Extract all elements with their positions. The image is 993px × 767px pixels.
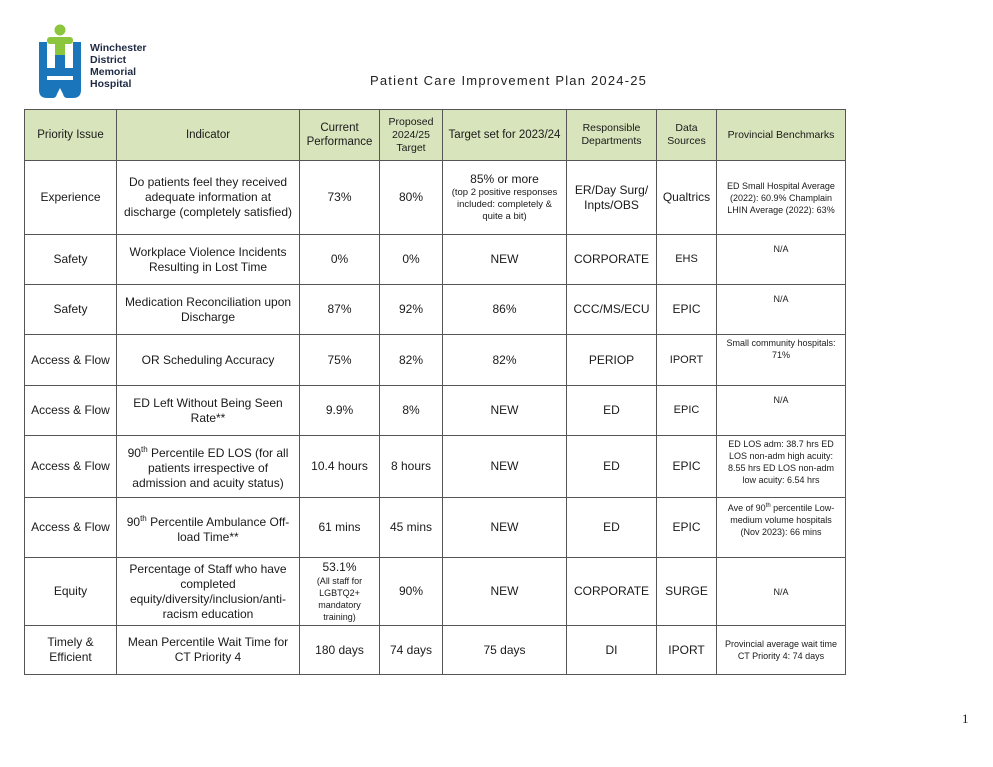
indicator-cell: Percentage of Staff who have completed equity/diversity/inclusion/anti-racism education bbox=[117, 558, 300, 626]
current-cell: 87% bbox=[300, 285, 380, 335]
indicator-cell: Do patients feel they received adequate information at discharge (completely satisfied) bbox=[117, 161, 300, 235]
header-sources: Data Sources bbox=[657, 110, 717, 161]
source-cell: EPIC bbox=[657, 285, 717, 335]
indicator-cell: Workplace Violence Incidents Resulting in Lost Time bbox=[117, 235, 300, 285]
source-cell: IPORT bbox=[657, 335, 717, 386]
indicator-cell: ED Left Without Being Seen Rate** bbox=[117, 386, 300, 436]
source-cell: EPIC bbox=[657, 386, 717, 436]
priority-cell: Access & Flow bbox=[25, 386, 117, 436]
indicator-cell: 90th Percentile Ambulance Off-load Time** bbox=[117, 498, 300, 558]
improvement-plan-table bbox=[24, 109, 846, 675]
table-row bbox=[25, 335, 846, 386]
responsible-cell: ER/Day Surg/ Inpts/OBS bbox=[567, 161, 657, 235]
indicator-cell: OR Scheduling Accuracy bbox=[117, 335, 300, 386]
current-main: 53.1% bbox=[322, 560, 357, 574]
table-row bbox=[25, 235, 846, 285]
source-cell: EPIC bbox=[657, 498, 717, 558]
source-cell: SURGE bbox=[657, 558, 717, 626]
header-target: Target set for 2023/24 bbox=[443, 110, 567, 161]
current-cell: 73% bbox=[300, 161, 380, 235]
benchmark-cell: N/A bbox=[717, 558, 846, 626]
target-main: 85% or more bbox=[470, 172, 539, 186]
target-cell: NEW bbox=[443, 235, 567, 285]
proposed-cell: 0% bbox=[380, 235, 443, 285]
priority-cell: Access & Flow bbox=[25, 436, 117, 498]
target-note: (top 2 positive responses included: completely & quite a bit) bbox=[451, 187, 558, 222]
proposed-cell: 82% bbox=[380, 335, 443, 386]
header-priority: Priority Issue bbox=[25, 110, 117, 161]
header-responsible: Responsible Departments bbox=[567, 110, 657, 161]
source-cell: IPORT bbox=[657, 626, 717, 675]
current-cell: 9.9% bbox=[300, 386, 380, 436]
responsible-cell: ED bbox=[567, 386, 657, 436]
source-cell: EHS bbox=[657, 235, 717, 285]
responsible-cell: CORPORATE bbox=[567, 558, 657, 626]
proposed-cell: 45 mins bbox=[380, 498, 443, 558]
responsible-cell: DI bbox=[567, 626, 657, 675]
priority-cell: Timely & Efficient bbox=[25, 626, 117, 675]
table-row bbox=[25, 285, 846, 335]
priority-cell: Experience bbox=[25, 161, 117, 235]
priority-cell: Access & Flow bbox=[25, 498, 117, 558]
proposed-cell: 80% bbox=[380, 161, 443, 235]
responsible-cell: CORPORATE bbox=[567, 235, 657, 285]
source-cell: EPIC bbox=[657, 436, 717, 498]
responsible-cell: ED bbox=[567, 498, 657, 558]
proposed-cell: 8 hours bbox=[380, 436, 443, 498]
current-cell: 75% bbox=[300, 335, 380, 386]
target-cell: 75 days bbox=[443, 626, 567, 675]
proposed-cell: 90% bbox=[380, 558, 443, 626]
table-row bbox=[25, 498, 846, 558]
priority-cell: Access & Flow bbox=[25, 335, 117, 386]
page-number: 1 bbox=[962, 711, 969, 726]
indicator-cell: Medication Reconciliation upon Discharge bbox=[117, 285, 300, 335]
priority-cell: Safety bbox=[25, 235, 117, 285]
benchmark-cell: ED Small Hospital Average (2022): 60.9% Champlain LHIN Average (2022): 63% bbox=[717, 161, 846, 235]
current-cell: 10.4 hours bbox=[300, 436, 380, 498]
target-cell bbox=[443, 161, 567, 235]
indicator-cell: Mean Percentile Wait Time for CT Priority 4 bbox=[117, 626, 300, 675]
target-cell: NEW bbox=[443, 436, 567, 498]
header-indicator: Indicator bbox=[117, 110, 300, 161]
target-cell: 82% bbox=[443, 335, 567, 386]
header-proposed: Proposed 2024/25 Target bbox=[380, 110, 443, 161]
page-title: Patient Care Improvement Plan 2024-25 bbox=[370, 73, 648, 88]
indicator-cell: 90th Percentile ED LOS (for all patients irrespective of admission and acuity status) bbox=[117, 436, 300, 498]
current-cell: 0% bbox=[300, 235, 380, 285]
table-row bbox=[25, 161, 846, 235]
header-benchmarks: Provincial Benchmarks bbox=[717, 110, 846, 161]
hospital-logo bbox=[36, 24, 148, 102]
benchmark-cell: N/A bbox=[717, 386, 846, 436]
current-cell: 61 mins bbox=[300, 498, 380, 558]
current-note: (All staff for LGBTQ2+ mandatory training) bbox=[316, 576, 363, 622]
target-cell: 86% bbox=[443, 285, 567, 335]
responsible-cell: CCC/MS/ECU bbox=[567, 285, 657, 335]
table-row bbox=[25, 558, 846, 626]
table-row bbox=[25, 386, 846, 436]
hospital-name: Winchester District Memorial Hospital bbox=[90, 42, 147, 90]
benchmark-cell: Small community hospitals: 71% bbox=[717, 335, 846, 386]
source-cell: Qualtrics bbox=[657, 161, 717, 235]
header-current: Current Performance bbox=[300, 110, 380, 161]
proposed-cell: 8% bbox=[380, 386, 443, 436]
priority-cell: Safety bbox=[25, 285, 117, 335]
benchmark-cell: ED LOS adm: 38.7 hrs ED LOS non-adm high acuity: 8.55 hrs ED LOS non-adm low acuity: 6.54 hrs bbox=[717, 436, 846, 498]
benchmark-cell: N/A bbox=[717, 285, 846, 335]
priority-cell: Equity bbox=[25, 558, 117, 626]
header-row bbox=[25, 110, 846, 161]
target-cell: NEW bbox=[443, 386, 567, 436]
responsible-cell: ED bbox=[567, 436, 657, 498]
target-cell: NEW bbox=[443, 558, 567, 626]
hospital-logo-icon bbox=[36, 24, 86, 102]
table-row bbox=[25, 626, 846, 675]
benchmark-cell: Provincial average wait time CT Priority 4: 74 days bbox=[717, 626, 846, 675]
benchmark-cell: Ave of 90th percentile Low-medium volume hospitals (Nov 2023): 66 mins bbox=[717, 498, 846, 558]
benchmark-cell: N/A bbox=[717, 235, 846, 285]
proposed-cell: 92% bbox=[380, 285, 443, 335]
target-cell: NEW bbox=[443, 498, 567, 558]
current-cell: 180 days bbox=[300, 626, 380, 675]
current-cell bbox=[300, 558, 380, 626]
proposed-cell: 74 days bbox=[380, 626, 443, 675]
responsible-cell: PERIOP bbox=[567, 335, 657, 386]
table-row bbox=[25, 436, 846, 498]
